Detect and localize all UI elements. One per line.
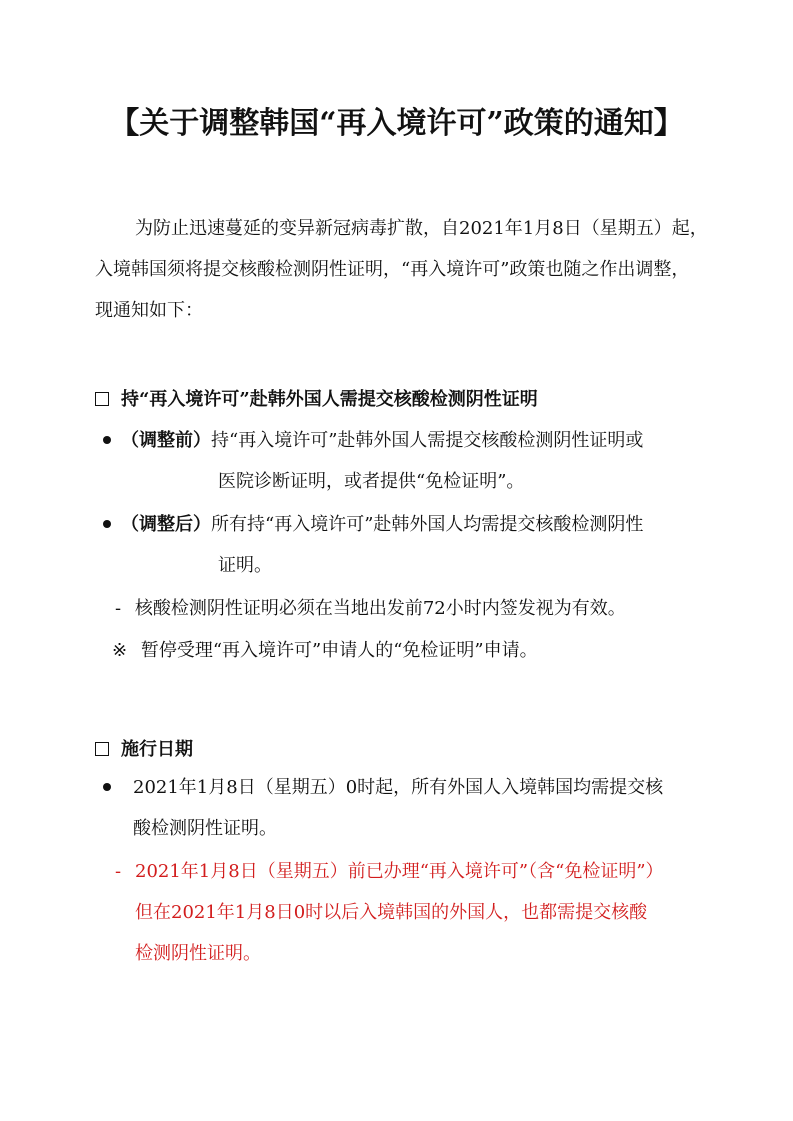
bullet-icon (103, 436, 111, 444)
suspension-note (112, 630, 712, 671)
checkbox-square-icon (95, 742, 109, 756)
section-2-heading: 施行日期 (95, 735, 193, 761)
validity-note (115, 588, 715, 629)
before-adjustment-item (103, 420, 723, 502)
dash-mark: - (115, 598, 122, 619)
after-tag: （调整后） (121, 514, 211, 535)
before-line-2: 医院诊断证明，或者提供“免检证明”。 (218, 471, 525, 492)
effective-date-item (103, 767, 723, 849)
highlight-line-3: 检测阴性证明。 (135, 943, 261, 964)
document-title: 【关于调整韩国“再入境许可”政策的通知】 (109, 106, 684, 141)
dash-mark: - (115, 861, 122, 882)
highlight-note (115, 851, 725, 974)
section-1-heading: 持“再入境许可”赴韩外国人需提交核酸检测阴性证明 (95, 385, 538, 411)
before-tag: （调整前） (121, 430, 211, 451)
intro-line-3: 现通知如下： (95, 300, 203, 321)
highlight-line-1: 2021年1月8日（星期五）前已办理“再入境许可”（含“免检证明”） (135, 861, 664, 882)
intro-line-2: 入境韩国须将提交核酸检测阴性证明，“再入境许可”政策也随之作出调整， (95, 259, 690, 280)
intro-paragraph (95, 208, 715, 331)
after-line-2: 证明。 (218, 555, 272, 576)
highlight-line-2: 但在2021年1月8日0时以后入境韩国的外国人，也都需提交核酸 (135, 902, 648, 923)
validity-note-text: 核酸检测阴性证明必须在当地出发前72小时内签发视为有效。 (134, 598, 626, 619)
intro-line-1: 为防止迅速蔓延的变异新冠病毒扩散，自2021年1月8日（星期五）起， (135, 218, 708, 239)
after-adjustment-item (103, 504, 723, 586)
before-line-1: 持“再入境许可”赴韩外国人需提交核酸检测阴性证明或 (211, 430, 644, 451)
checkbox-square-icon (95, 392, 109, 406)
effective-line-2: 酸检测阴性证明。 (133, 818, 277, 839)
bullet-icon (103, 783, 111, 791)
after-line-1: 所有持“再入境许可”赴韩外国人均需提交核酸检测阴性 (211, 514, 644, 535)
reference-mark-icon: ※ (112, 640, 128, 661)
suspension-note-text: 暂停受理“再入境许可”申请人的“免检证明”申请。 (140, 640, 538, 661)
bullet-icon (103, 520, 111, 528)
effective-line-1: 2021年1月8日（星期五）0时起，所有外国人入境韩国均需提交核 (133, 777, 664, 798)
